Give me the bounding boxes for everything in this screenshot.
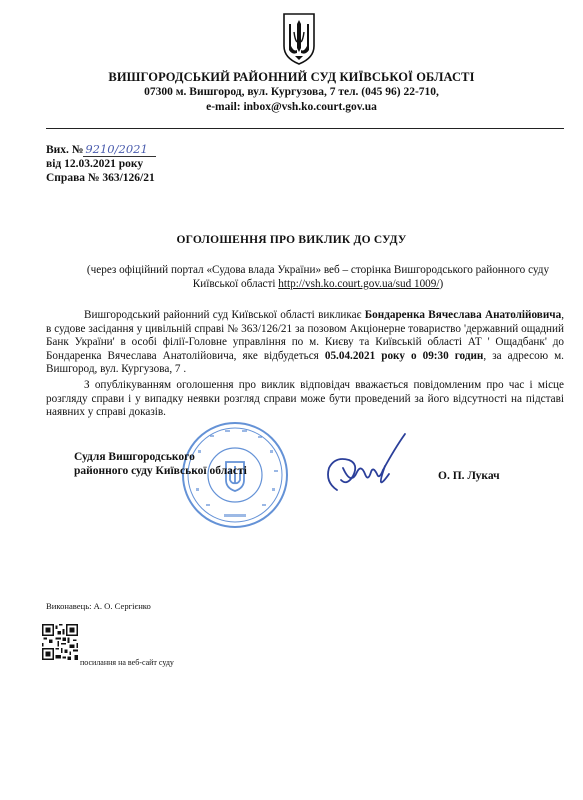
summons-text-c: , за адресою м. Вишгород, вул. Кургузова, 7 . bbox=[46, 349, 564, 376]
intro-paragraph bbox=[72, 263, 564, 291]
outgoing-number-value: 9210/2021 bbox=[83, 142, 155, 157]
court-address: 07300 м. Вишгород, вул. Кургузова, 7 тел. (045 96) 22-710, bbox=[144, 86, 439, 98]
court-website-link[interactable]: http://vsh.ko.court.gov.ua/sud 1009/ bbox=[278, 278, 440, 290]
executor-note: Виконавець: А. О. Сергієнко bbox=[46, 601, 151, 611]
judge-title-line-2: районного суду Київської області bbox=[74, 465, 247, 477]
hearing-date: 05.04.2021 року о 09:30 годин bbox=[324, 349, 484, 362]
document-title: ОГОЛОШЕННЯ ПРО ВИКЛИК ДО СУДУ bbox=[176, 234, 407, 246]
outgoing-date: від 12.03.2021 року bbox=[46, 158, 144, 170]
judge-signature-icon bbox=[315, 430, 415, 500]
intro-close: ) bbox=[439, 278, 444, 290]
coat-of-arms-icon bbox=[282, 12, 316, 66]
qr-caption: посилання на веб-сайт суду bbox=[80, 658, 174, 667]
defendant-name: Бондаренка Вячеслава Анатолійовича bbox=[364, 309, 562, 321]
outgoing-number-label: Вих. № bbox=[46, 144, 84, 156]
case-number: Справа № 363/126/21 bbox=[46, 172, 155, 184]
summons-text-b: , в судове засідання у цивільній справі № 363/126/21 за позовом Акціонерне товариство 'державний ощадний Банк України' в особі філії-Головне управління по м. Києву та Київській області АТ ' Ощадбанк' до Бондаренка Вячеслава Анатолійовича, яке відбудеться bbox=[46, 309, 564, 362]
header-divider bbox=[46, 128, 564, 129]
summons-text-a: Вишгородський районний суд Київської області викликає bbox=[84, 309, 365, 321]
summons-paragraph bbox=[46, 309, 564, 377]
judge-title bbox=[74, 450, 247, 478]
qr-code-icon[interactable] bbox=[42, 624, 78, 660]
judge-title-line-1: Судля Вишгородського bbox=[74, 451, 195, 463]
notice-paragraph: З опублікуванням оголошення про виклик відповідач вважається повідомленим про час і місце розгляду справи і у випадку неявки розгляд справи може бути проведений за його відсутності на підставі наявних у справі доказів. bbox=[46, 379, 564, 419]
court-name: ВИШГОРОДСЬКИЙ РАЙОННИЙ СУД КИЇВСЬКОЇ ОБЛАСТІ bbox=[108, 70, 475, 84]
outgoing-number-line bbox=[46, 142, 156, 157]
court-email: e-mail: inbox@vsh.ko.court.gov.ua bbox=[206, 101, 377, 113]
judge-name: О. П. Лукач bbox=[438, 470, 500, 482]
intro-text: (через офіційний портал «Судова влада України» веб – сторінка Вишгородського районного суду Київської області bbox=[86, 264, 550, 290]
outgoing-block bbox=[46, 142, 156, 185]
